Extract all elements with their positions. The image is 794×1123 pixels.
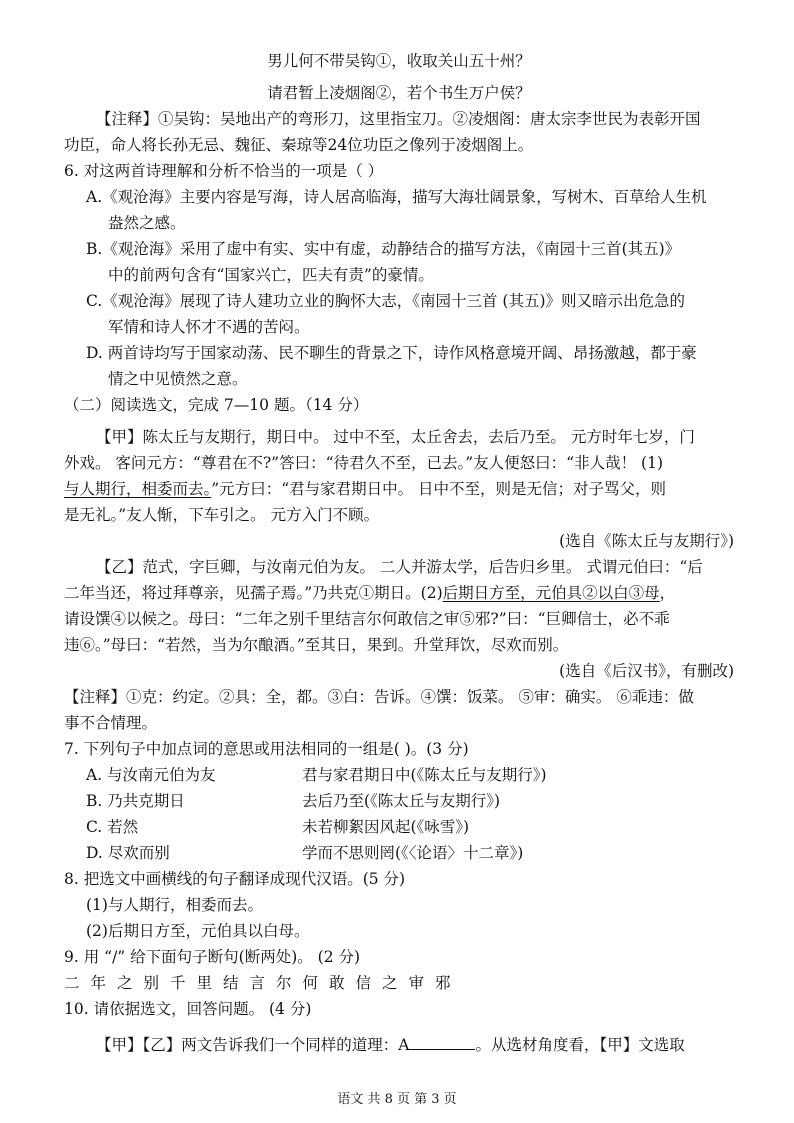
q7-option-right: 学而不思则罔(《〈论语〉十二章》) (302, 844, 524, 862)
q7-option-left: B. 乃共克期日 (86, 792, 185, 810)
question-10-text-start: 【甲】【乙】两文告诉我们一个同样的道理：A (96, 1036, 410, 1054)
poem-note-1: 【注释】①吴钩：吴地出产的弯形刀，这里指宝刀。②凌烟阁：唐太宗李世民为表彰开国 (96, 110, 701, 128)
passage-jia-line-1: 【甲】陈太丘与友期行，期日中。 过中不至，太丘舍去，去后乃至。 元方时年七岁，门 (96, 428, 695, 446)
q7-option-left: C. 若然 (86, 818, 139, 836)
q7-option-right: 未若柳絮因风起(《咏雪》) (302, 818, 470, 836)
passage-jia-line-2: 外戏。 客问元方：“尊君在不?”答曰：“待君久不至，已去。”友人便怒曰：“非人哉！ (1) (64, 454, 663, 472)
question-8-sentence-2: (2)后期日方至，元伯具以白母。 (86, 922, 310, 940)
underlined-sentence-1: 与人期行，相委而去。 (64, 480, 212, 498)
q7-option-row (64, 840, 734, 866)
poem-line-1: 男儿何不带吴钩①，收取关山五十州？ (267, 52, 531, 70)
passage-yi-source: (选自《后汉书》，有删改) (559, 662, 734, 680)
question-8-stem: 8. 把选文中画横线的句子翻译成现代汉语。(5 分) (64, 870, 406, 888)
q7-option-row (64, 788, 734, 814)
answer-blank[interactable] (409, 1033, 475, 1050)
passage-yi-line-4: 违⑥。”母曰：“若然，当为尔酿酒。”至其日，果到。升堂拜饮，尽欢而别。 (64, 636, 569, 654)
underlined-sentence-2: 后期日方至，元伯具②以白③母 (442, 584, 660, 602)
question-9-sentence: 二年之别千里结言尔何敢信之审邪 (64, 974, 462, 992)
q6-option-d-cont: 情之中见愤然之意。 (108, 370, 248, 388)
q7-option-right: 君与家君期日中(《陈太丘与友期行》) (302, 766, 547, 784)
question-10-text-end: 。从选材角度看，【甲】文选取 (475, 1036, 685, 1054)
question-7-stem: 7. 下列句子中加点词的意思或用法相同的一组是( )。(3 分) (64, 740, 469, 758)
page-footer: 语文 共 8 页 第 3 页 (337, 1092, 457, 1107)
q6-option-b-cont: 中的前两句含有“国家兴亡，匹夫有责”的豪情。 (108, 266, 434, 284)
q6-option-d: D. 两首诗均写于国家动荡、民不聊生的背景之下，诗作风格意境开阔、昂扬激越，都于豪 (86, 344, 697, 362)
passage-yi-note-1: 【注释】①克：约定。②具：全，都。③白：告诉。④馔：饭菜。 ⑤审：确实。 ⑥乖违：做 (64, 688, 694, 706)
passage-jia-line-4: 是无礼。”友人惭，下车引之。 元方入门不顾。 (64, 506, 380, 524)
poem-line-2: 请君暂上凌烟阁②，若个书生万户侯？ (267, 84, 531, 102)
passage-yi-line-2-end: ， (659, 584, 676, 602)
q7-option-left: A. 与汝南元伯为友 (86, 766, 216, 784)
passage-jia-line-3 (64, 476, 734, 502)
q6-option-a: A.《观沧海》主要内容是写海，诗人居高临海，描写大海壮阔景象，写树木、百草给人生机 (86, 188, 707, 206)
question-10-stem: 10. 请依据选文，回答问题。 (4 分) (64, 1000, 312, 1018)
passage-jia-source: (选自《陈太丘与友期行》) (559, 532, 734, 550)
question-7-options (64, 762, 734, 866)
question-10-text (64, 1032, 734, 1058)
passage-yi-line-2 (64, 580, 734, 606)
q7-option-right: 去后乃至(《陈太丘与友期行》) (302, 792, 501, 810)
passage-yi-line-2-start: 二年当还，将过拜尊亲，见孺子焉。”乃共克①期日。(2) (64, 584, 443, 602)
question-9-stem: 9. 用 “/” 给下面句子断句(断两处)。 (2 分) (64, 948, 361, 966)
passage-yi-note-2: 事不合情理。 (64, 714, 158, 732)
passage-yi-line-1: 【乙】范式，字巨卿，与汝南元伯为友。 二人并游太学，后告归乡里。 式谓元伯曰：“后 (96, 558, 703, 576)
q6-option-c: C.《观沧海》展现了诗人建功立业的胸怀大志，《南园十三首 (其五)》则又暗示出危急的 (86, 292, 686, 310)
question-6-stem: 6. 对这两首诗理解和分析不恰当的一项是（ ） (64, 162, 384, 180)
q6-option-a-cont: 盎然之感。 (108, 214, 186, 232)
passage-yi-line-3: 请设馔④以候之。母曰：“二年之别千里结言尔何敢信之审⑤邪?”曰：“巨卿信士，必不乖 (64, 610, 670, 628)
question-8-sentence-1: (1)与人期行，相委而去。 (86, 896, 263, 914)
q6-option-c-cont: 军情和诗人怀才不遇的苦闷。 (108, 318, 310, 336)
passage-jia-line-3-rest: ”元方曰：“君与家君期日中。 日中不至，则是无信；对子骂父，则 (211, 480, 667, 498)
q7-option-row (64, 814, 734, 840)
section-2-heading: （二）阅读选文，完成 7—10 题。（14 分） (64, 396, 369, 414)
q7-option-row (64, 762, 734, 788)
poem-note-2: 功臣，命人将长孙无忌、魏征、秦琼等24位功臣之像列于凌烟阁上。 (64, 136, 534, 154)
q6-option-b: B.《观沧海》采用了虚中有实、实中有虚，动静结合的描写方法，《南园十三首(其五)》 (86, 240, 681, 258)
q7-option-left: D. 尽欢而别 (86, 844, 170, 862)
